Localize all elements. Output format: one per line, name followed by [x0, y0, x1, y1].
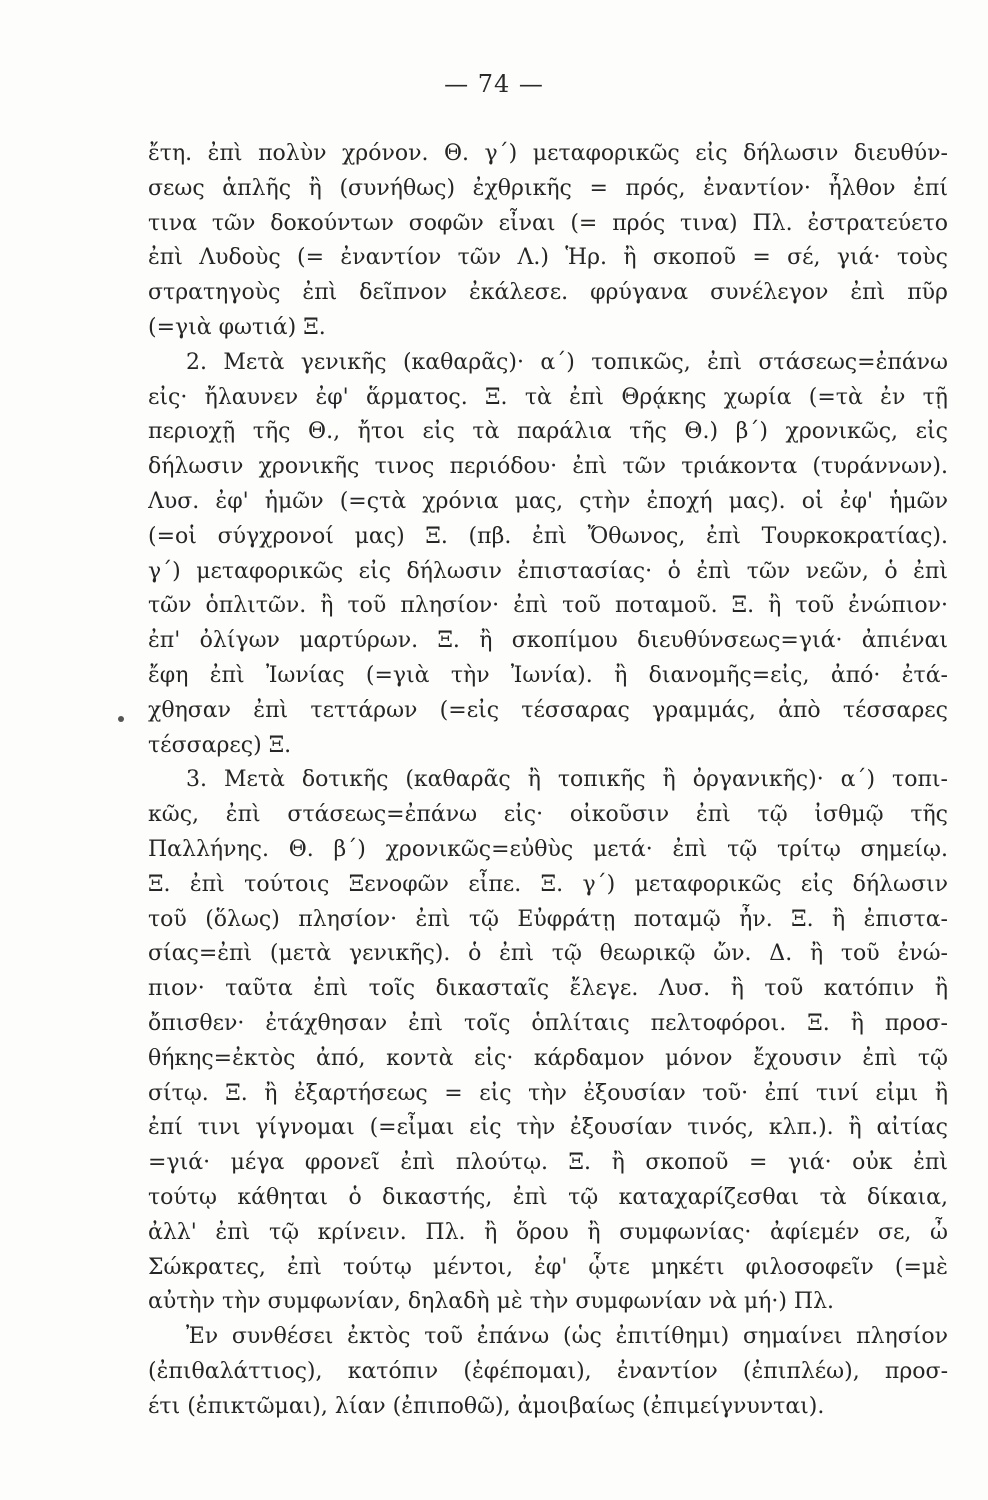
- text-line: αὐτὴν τὴν συμφωνίαν, δηλαδὴ μὲ τὴν συμφωνίαν νὰ μή·) Πλ.: [148, 1289, 835, 1314]
- text-line: σίτῳ. Ξ. ἢ ἐξαρτήσεως = εἰς τὴν ἐξουσίαν τοῦ· ἐπί τινί εἰμι ἢ: [148, 1081, 948, 1106]
- text-line: =γιά· μέγα φρονεῖ ἐπὶ πλούτῳ. Ξ. ἢ σκοποῦ = γιά· οὐκ ἐπὶ: [148, 1150, 948, 1175]
- text-line: Σώκρατες, ἐπὶ τούτῳ μέντοι, ἐφ' ᾧτε μηκέτι φιλοσοφεῖν (=μὲ: [148, 1255, 948, 1280]
- text-line: πιον· ταῦτα ἐπὶ τοῖς δικασταῖς ἔλεγε. Λυσ. ἢ τοῦ κατόπιν ἢ: [148, 976, 948, 1001]
- text-line: τινα τῶν δοκούντων σοφῶν εἶναι (= πρός τινα) Πλ. ἐστρατεύετο: [148, 211, 948, 236]
- text-line: ἔφη ἐπὶ Ἰωνίας (=γιὰ τὴν Ἰωνία). ἢ διανομῆς=εἰς, ἀπό· ἐτά-: [148, 663, 948, 688]
- text-line: θήκης=ἐκτὸς ἀπό, κοντὰ εἰς· κάρδαμον μόνον ἔχουσιν ἐπὶ τῷ: [148, 1046, 948, 1071]
- text-line: Παλλήνης. Θ. β΄) χρονικῶς=εὐθὺς μετά· ἐπὶ τῷ τρίτῳ σημείῳ.: [148, 837, 948, 862]
- text-line: τέσσαρες) Ξ.: [148, 733, 292, 758]
- text-line: Ἐν συνθέσει ἐκτὸς τοῦ ἐπάνω (ὡς ἐπιτίθημι) σημαίνει πλησίον: [186, 1324, 948, 1349]
- page-number: — 74 —: [444, 70, 544, 98]
- text-line: εἰς· ἤλαυνεν ἐφ' ἅρματος. Ξ. τὰ ἐπὶ Θρᾴκης χωρία (=τὰ ἐν τῇ: [148, 385, 948, 410]
- text-line: Ξ. ἐπὶ τούτοις Ξενοφῶν εἶπε. Ξ. γ΄) μεταφορικῶς εἰς δήλωσιν: [148, 872, 948, 897]
- text-line: τοῦ (ὅλως) πλησίον· ἐπὶ τῷ Εὐφράτῃ ποταμῷ ἦν. Ξ. ἢ ἐπιστα-: [148, 907, 948, 932]
- text-line: ἐπί τινι γίγνομαι (=εἶμαι εἰς τὴν ἐξουσίαν τινός, κλπ.). ἢ αἰτίας: [148, 1115, 948, 1140]
- text-line: ἔτη. ἐπὶ πολὺν χρόνον. Θ. γ΄) μεταφορικῶς εἰς δήλωσιν διευθύν-: [148, 141, 948, 166]
- text-line: ἐπ' ὀλίγων μαρτύρων. Ξ. ἢ σκοπίμου διευθύνσεως=γιά· ἀπιέναι: [148, 628, 948, 653]
- text-line: γ΄) μεταφορικῶς εἰς δήλωσιν ἐπιστασίας· ὁ ἐπὶ τῶν νεῶν, ὁ ἐπὶ: [148, 559, 948, 584]
- text-line: ἀλλ' ἐπὶ τῷ κρίνειν. Πλ. ἢ ὅρου ἢ συμφωνίας· ἀφίεμέν σε, ὦ: [148, 1220, 948, 1245]
- text-line: έτι (ἐπικτῶμαι), λίαν (ἐπιποθῶ), ἀμοιβαίως (ἐπιμείγνυνται).: [148, 1394, 825, 1419]
- text-line: 2. Μετὰ γενικῆς (καθαρᾶς)· α΄) τοπικῶς, ἐπὶ στάσεως=ἐπάνω: [186, 350, 948, 375]
- text-line: ὄπισθεν· ἐτάχθησαν ἐπὶ τοῖς ὁπλίταις πελτοφόροι. Ξ. ἢ προσ-: [148, 1011, 948, 1036]
- text-line: σεως ἁπλῆς ἢ (συνήθως) ἐχθρικῆς = πρός, ἐναντίον· ἦλθον ἐπί: [148, 176, 948, 201]
- text-line: περιοχῇ τῆς Θ., ἤτοι εἰς τὰ παράλια τῆς Θ.) β΄) χρονικῶς, εἰς: [148, 419, 948, 444]
- text-line: τούτῳ κάθηται ὁ δικαστής, ἐπὶ τῷ καταχαρίζεσθαι τὰ δίκαια,: [148, 1185, 948, 1210]
- text-line: στρατηγοὺς ἐπὶ δεῖπνον ἐκάλεσε. φρύγανα συνέλεγον ἐπὶ πῦρ: [148, 280, 948, 305]
- text-line: σίας=ἐπὶ (μετὰ γενικῆς). ὁ ἐπὶ τῷ θεωρικῷ ὤν. Δ. ἢ τοῦ ἐνώ-: [148, 941, 948, 966]
- text-line: (=γιὰ φωτιά) Ξ.: [148, 315, 326, 340]
- text-line: ἐπὶ Λυδοὺς (= ἐναντίον τῶν Λ.) Ἡρ. ἢ σκοποῦ = σέ, γιά· τοὺς: [148, 245, 948, 270]
- text-line: τῶν ὁπλιτῶν. ἢ τοῦ πλησίον· ἐπὶ τοῦ ποταμοῦ. Ξ. ἢ τοῦ ἐνώπιον·: [148, 593, 948, 618]
- text-line: χθησαν ἐπὶ τεττάρων (=εἰς τέσσαρας γραμμάς, ἀπὸ τέσσαρες: [148, 698, 948, 723]
- text-line: κῶς, ἐπὶ στάσεως=ἐπάνω εἰς· οἰκοῦσιν ἐπὶ τῷ ἰσθμῷ τῆς: [148, 802, 948, 827]
- text-line: Λυσ. ἐφ' ἡμῶν (=ςτὰ χρόνια μας, ςτὴν ἐποχή μας). οἱ ἐφ' ἡμῶν: [148, 489, 948, 514]
- margin-dot-mark: [118, 716, 124, 722]
- text-line: 3. Μετὰ δοτικῆς (καθαρᾶς ἢ τοπικῆς ἢ ὀργανικῆς)· α΄) τοπι-: [186, 767, 948, 792]
- text-line: (ἐπιθαλάττιος), κατόπιν (ἐφέπομαι), ἐναντίον (ἐπιπλέω), προσ-: [148, 1359, 948, 1384]
- text-line: δήλωσιν χρονικῆς τινος περιόδου· ἐπὶ τῶν τριάκοντα (τυράννων).: [148, 454, 948, 479]
- text-line: (=οἱ σύγχρονοί μας) Ξ. (πβ. ἐπὶ Ὄθωνος, ἐπὶ Τουρκοκρατίας).: [148, 524, 948, 549]
